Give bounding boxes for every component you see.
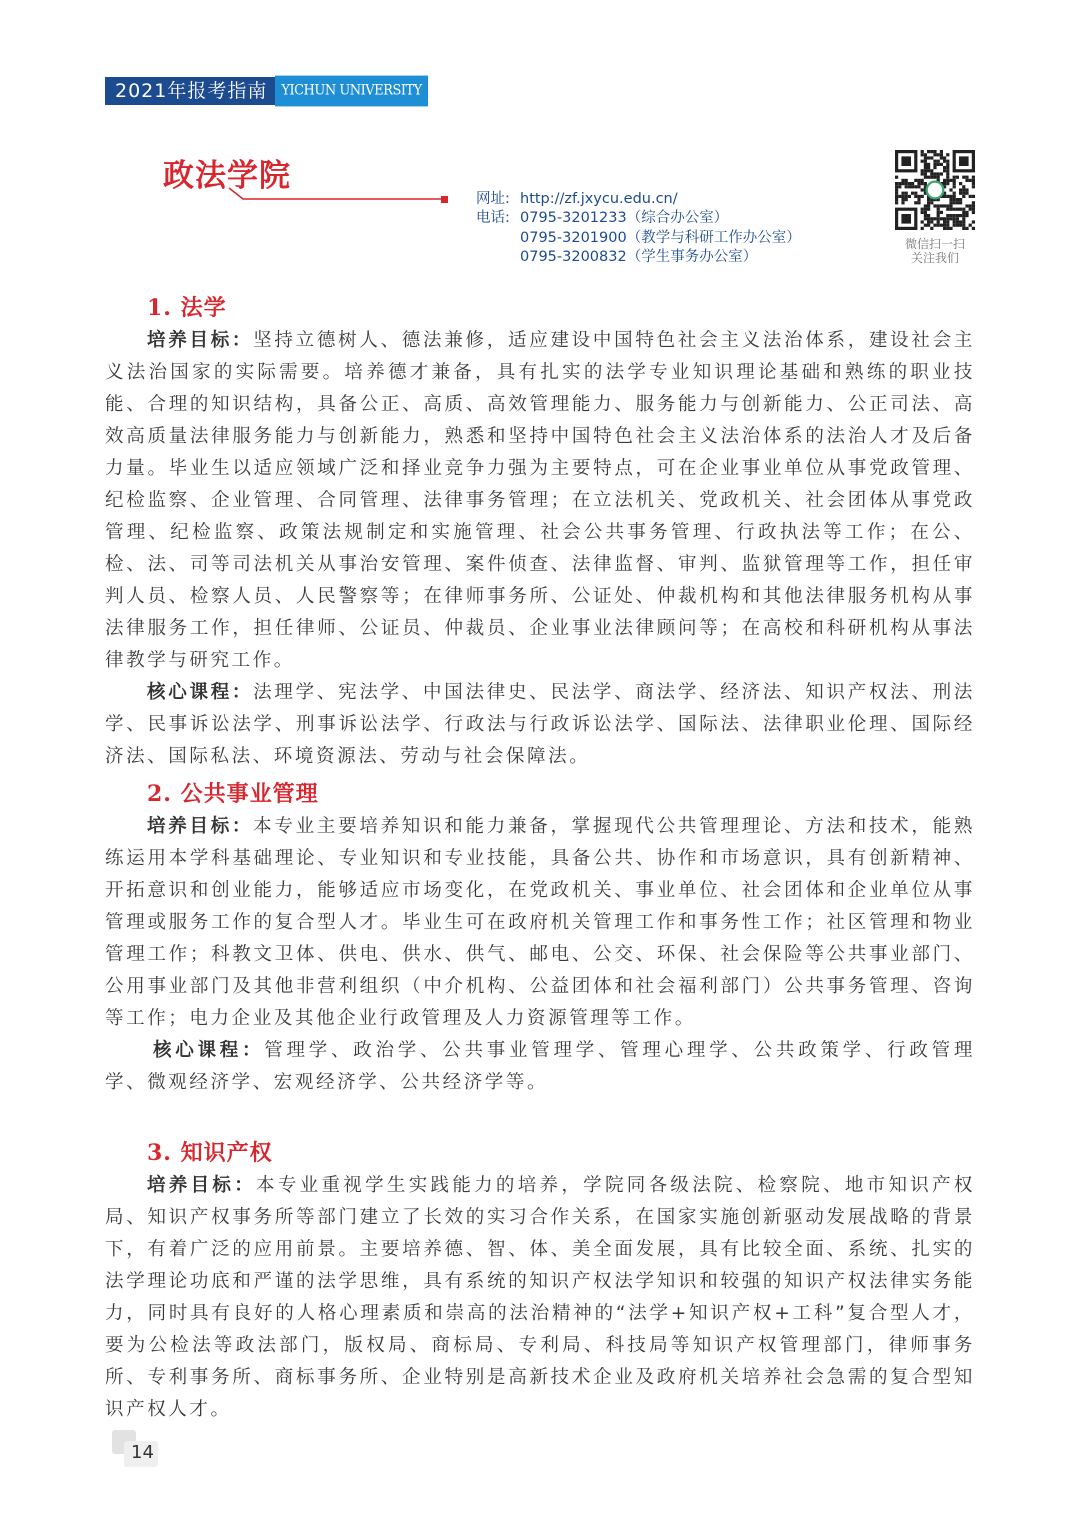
- guide-label: 2021年报考指南: [105, 77, 275, 105]
- training-goal: [105, 325, 975, 677]
- goal-label: 培养目标：: [147, 330, 254, 351]
- university-name: YICHUN UNIVERSITY: [275, 76, 427, 107]
- website-label: 网址:: [476, 191, 510, 207]
- page-number: 14: [131, 1442, 154, 1463]
- section-law: [105, 291, 975, 773]
- header-banner: [105, 77, 428, 105]
- training-goal: [105, 1170, 975, 1426]
- section-title: 3. 知识产权: [147, 1140, 273, 1166]
- core-courses: [105, 1035, 975, 1099]
- goal-label: 培养目标：: [147, 1175, 257, 1196]
- phone-number: 0795-3201233（综合办公室）: [520, 210, 729, 227]
- goal-text: 本专业主要培养知识和能力兼备，掌握现代公共管理理论、方法和技术，能熟练运用本学科基础理论、专业知识和专业技能，具备公共、协作和市场意识，具有创新精神、开拓意识和创业能力，能够适应市场变化，在党政机关、事业单位、社会团体和企业单位从事管理或服务工作的复合型人才。毕业生可在政府机关管理工作和事务性工作；社区管理和物业管理工作；科教文卫体、供电、供水、供气、邮电、公交、环保、社会保险等公共事业部门、公用事业部门及其他非营利组织（中介机构、公益团体和社会福利部门）公共事务管理、咨询等工作；电力企业及其他企业行政管理及人力资源管理等工作。: [105, 816, 975, 1029]
- course-text: 管理学、政治学、公共事业管理学、管理心理学、公共政策学、行政管理学、微观经济学、宏观经济学、公共经济学等。: [105, 1040, 975, 1093]
- college-title: 政法学院: [163, 158, 291, 194]
- phone-number: 0795-3201900（教学与科研工作办公室）: [520, 229, 801, 246]
- qr-caption: [895, 237, 975, 265]
- training-goal: [105, 811, 975, 1035]
- goal-text: 坚持立德树人、德法兼修，适应建设中国特色社会主义法治体系，建设社会主义法治国家的实际需要。培养德才兼备，具有扎实的法学专业知识理论基础和熟练的职业技能、合理的知识结构，具备公正、高质、高效管理能力、服务能力与创新能力、公正司法、高效高质量法律服务能力与创新能力，熟悉和坚持中国特色社会主义法治体系的法治人才及后备力量。毕业生以适应领域广泛和择业竞争力强为主要特点，可在企业事业单位从事党政管理、纪检监察、企业管理、合同管理、法律事务管理；在立法机关、党政机关、社会团体从事党政管理、纪检监察、政策法规制定和实施管理、社会公共事务管理、行政执法等工作；在公、检、法、司等司法机关从事治安管理、案件侦查、法律监督、审判、监狱管理等工作，担任审判人员、检察人员、人民警察等；在律师事务所、公证处、仲裁机构和其他法律服务机构从事法律服务工作，担任律师、公证员、仲裁员、企业事业法律顾问等；在高校和科研机构从事法律教学与研究工作。: [105, 330, 975, 671]
- course-label: 核心课程：: [153, 1040, 265, 1061]
- goal-label: 培养目标：: [147, 816, 254, 837]
- qr-caption-line: 关注我们: [910, 251, 959, 265]
- section-title: 1. 法学: [147, 295, 227, 321]
- section-public-administration: [105, 777, 975, 1099]
- course-label: 核心课程：: [147, 682, 254, 703]
- goal-text: 本专业重视学生实践能力的培养，学院同各级法院、检察院、地市知识产权局、知识产权事务所等部门建立了长效的实习合作关系，在国家实施创新驱动发展战略的背景下，有着广泛的应用前景。主要培养德、智、体、美全面发展，具有比较全面、系统、扎实的法学理论功底和严谨的法学思维，具有系统的知识产权法学知识和较强的知识产权法律实务能力，同时具有良好的人格心理素质和崇高的法治精神的“法学+知识产权+工科”复合型人才，要为公检法等政法部门，版权局、商标局、专利局、科技局等知识产权管理部门，律师事务所、专利事务所、商标事务所、企业特别是高新技术企业及政府机关培养社会急需的复合型知识产权人才。: [105, 1175, 975, 1420]
- phone-label: 电话:: [476, 210, 510, 227]
- website-link[interactable]: http://zf.jxycu.edu.cn/: [520, 191, 678, 207]
- qr-caption-line: 微信扫一扫: [904, 237, 965, 251]
- section-title: 2. 公共事业管理: [147, 781, 319, 807]
- section-intellectual-property: [105, 1136, 975, 1426]
- contact-info: [476, 190, 801, 267]
- phone-number: 0795-3200832（学生事务办公室）: [520, 248, 758, 265]
- wechat-qr-code: [895, 150, 975, 230]
- course-text: 法理学、宪法学、中国法律史、民法学、商法学、经济法、知识产权法、刑法学、民事诉讼法学、刑事诉讼法学、行政法与行政诉讼法学、国际法、法律职业伦理、国际经济法、国际私法、环境资源法、劳动与社会保障法。: [105, 682, 975, 767]
- title-pointer-line: [228, 186, 450, 204]
- core-courses: [105, 677, 975, 773]
